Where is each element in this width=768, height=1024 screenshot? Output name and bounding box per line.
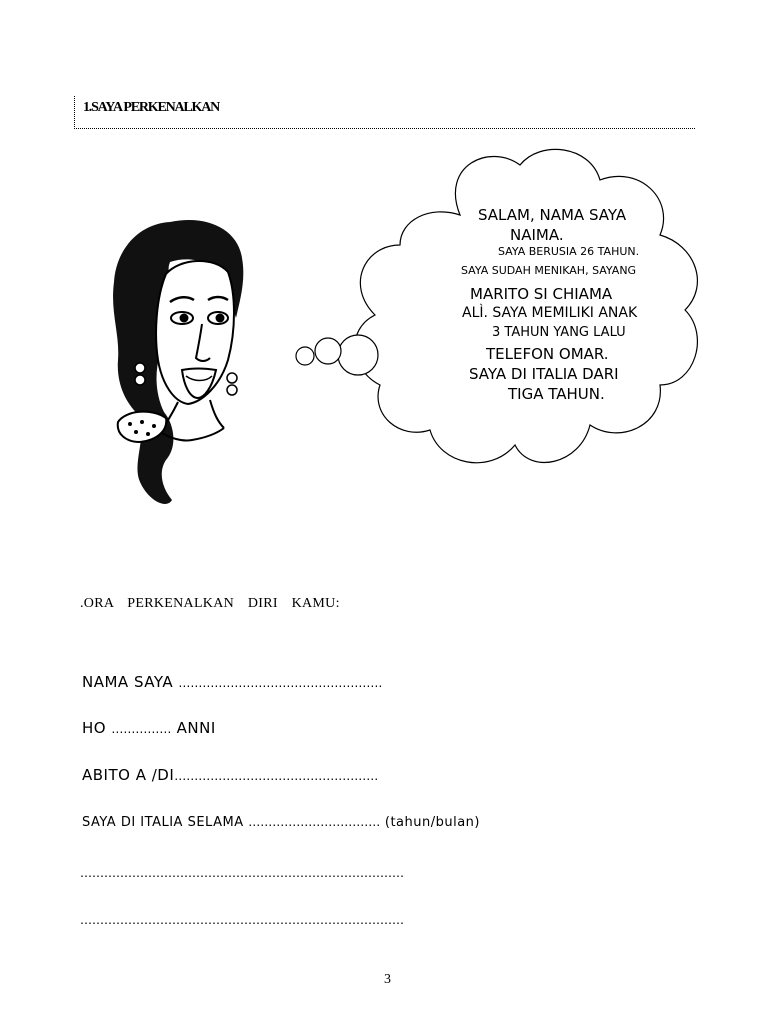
form-address-row [82, 766, 378, 784]
bubble-line: ALÌ. SAYA MEMILIKI ANAK [462, 305, 638, 321]
age-suffix: ANNI [176, 719, 216, 737]
age-label: HO [82, 719, 107, 737]
age-fill-field[interactable]: …………… [111, 722, 172, 736]
bubble-line: MARITO SI CHIAMA [470, 285, 613, 303]
form-name-row [82, 673, 382, 691]
bubble-line: 3 TAHUN YANG LALU [492, 325, 626, 340]
form-duration-row [82, 815, 480, 830]
bubble-line: SALAM, NAMA SAYA [478, 206, 627, 224]
bubble-line: TELEFON OMAR. [486, 345, 609, 363]
name-label: NAMA SAYA [82, 673, 174, 691]
address-label: ABITO A /DI [82, 766, 175, 784]
woman-portrait-illustration [100, 210, 290, 520]
blank-fill-line-2[interactable]: ……………………………………………………………………… [80, 913, 404, 927]
duration-unit: (tahun/bulan) [384, 815, 480, 830]
section-heading: 1.SAYA PERKENALKAN [83, 100, 220, 115]
form-age-row [82, 719, 216, 737]
bubble-line: SAYA DI ITALIA DARI [469, 365, 619, 383]
bubble-line: NAIMA. [510, 226, 564, 244]
bubble-line: TIGA TAHUN. [508, 385, 605, 403]
bubble-line: SAYA SUDAH MENIKAH, SAYANG [461, 264, 637, 277]
instruction-text: .ORA PERKENALKAN DIRI KAMU: [80, 596, 340, 611]
name-fill-field[interactable]: …………………………………………… [178, 676, 383, 690]
address-fill-field[interactable]: …………………………………………… [174, 769, 379, 783]
duration-fill-field[interactable]: …………………………… [248, 815, 381, 829]
page-number: 3 [384, 972, 391, 987]
blank-fill-line-1[interactable]: ……………………………………………………………………… [80, 866, 404, 880]
duration-label: SAYA DI ITALIA SELAMA [82, 815, 244, 830]
section-heading-box [74, 96, 695, 129]
bubble-line: SAYA BERUSIA 26 TAHUN. [498, 245, 640, 258]
